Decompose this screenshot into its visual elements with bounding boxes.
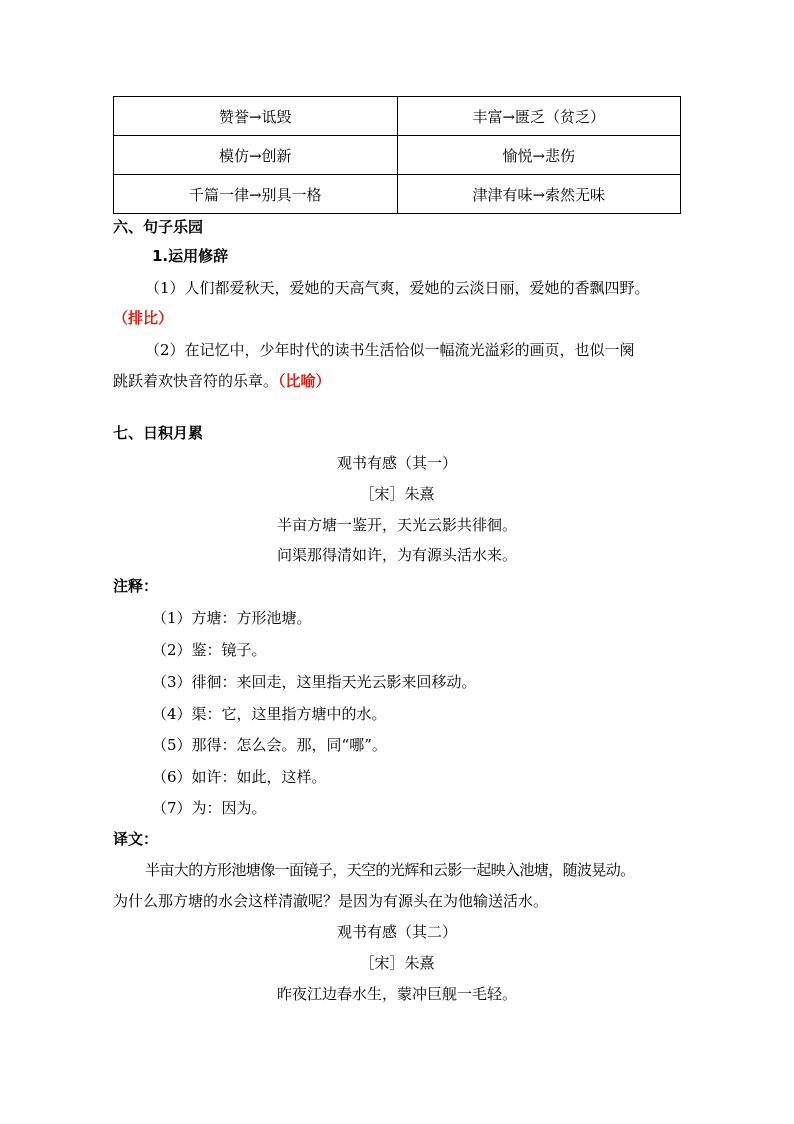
note-item: （1）方塘：方形池塘。 [152, 609, 312, 627]
section6-heading: 六、句子乐园 [113, 218, 204, 236]
poem2-author: ［宋］朱熹 [359, 954, 435, 972]
translation-label: 译文： [113, 830, 159, 848]
sentence1-tag: （排比） [113, 309, 174, 327]
poem1-line1: 半亩方塘一鉴开，天光云影共徘徊。 [276, 516, 517, 534]
translation-line2: 为什么那方塘的水会这样清澈呢？是因为有源头在为他输送活水。 [113, 892, 549, 910]
sentence2-text-line1: （2）在记忆中，少年时代的读书生活恰似一幅流光溢彩的画页，也似一阕 [145, 341, 635, 359]
table-cell: 模仿→创新 [114, 136, 398, 175]
note-item: （3）徘徊：来回走，这里指天光云影来回移动。 [152, 673, 477, 691]
notes-label: 注释： [113, 577, 159, 595]
note-item: （5）那得：怎么会。那，同“哪”。 [152, 736, 387, 754]
note-item: （7）为：因为。 [152, 799, 267, 817]
section6-subheading: 1.运用修辞 [152, 247, 229, 265]
table-row [114, 136, 681, 175]
sentence2-tag: （比喻） [278, 372, 331, 390]
note-item: （2）鉴：镜子。 [152, 641, 267, 659]
section7-heading: 七、日积月累 [113, 424, 204, 442]
table-row [114, 97, 681, 136]
note-item: （6）如许：如此，这样。 [152, 768, 327, 786]
sentence1-text: （1）人们都爱秋天，爱她的天高气爽，爱她的云淡日丽，爱她的香飘四野。 [145, 279, 650, 297]
antonym-table [113, 96, 681, 214]
poem2-line1: 昨夜江边春水生，蒙冲巨舰一毛轻。 [276, 985, 517, 1003]
table-cell: 赞誉→诋毁 [114, 97, 398, 136]
poem1-author: ［宋］朱熹 [359, 485, 435, 503]
poem1-line2: 问渠那得清如许，为有源头活水来。 [276, 546, 517, 564]
translation-line1: 半亩大的方形池塘像一面镜子，天空的光辉和云影一起映入池塘，随波晃动。 [145, 861, 635, 879]
poem1-title: 观书有感（其一） [336, 454, 457, 472]
table-cell: 丰富→匮乏（贫乏） [397, 97, 681, 136]
table-row [114, 175, 681, 214]
table-cell: 千篇一律→别具一格 [114, 175, 398, 214]
table-cell: 津津有味→索然无味 [397, 175, 681, 214]
poem2-title: 观书有感（其二） [336, 923, 457, 941]
note-item: （4）渠：它，这里指方塘中的水。 [152, 705, 387, 723]
sentence2-text-line2 [113, 371, 331, 391]
sentence2-text-line2-body: 跳跃着欢快音符的乐章。 [113, 372, 279, 390]
table-cell: 愉悦→悲伤 [397, 136, 681, 175]
